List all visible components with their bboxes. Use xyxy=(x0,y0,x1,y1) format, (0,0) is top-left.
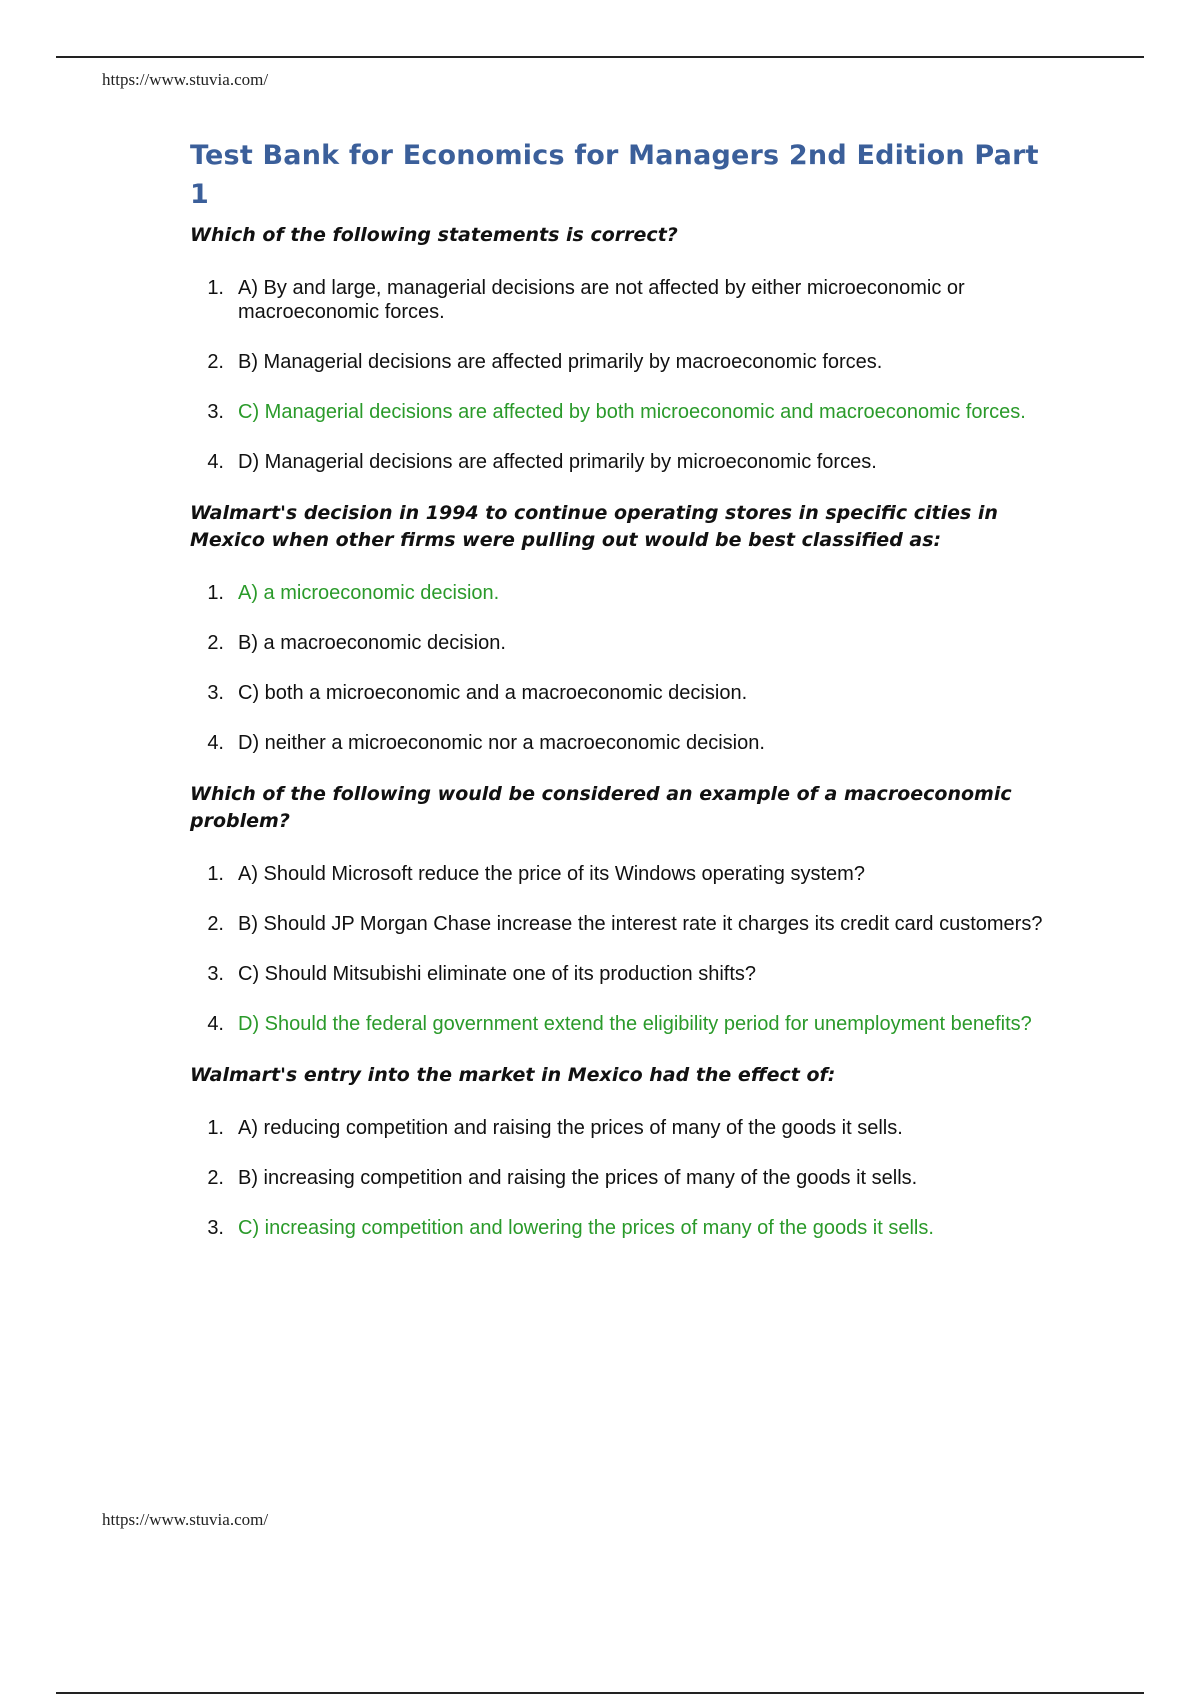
question-2 xyxy=(190,500,1050,755)
option-text: C) both a microeconomic and a macroeconomic decision. xyxy=(238,682,748,704)
answer-option xyxy=(190,631,1050,655)
answer-option-correct xyxy=(190,581,1050,605)
top-rule xyxy=(56,56,1144,58)
answer-options xyxy=(190,1116,1050,1240)
answer-option-correct xyxy=(190,1216,1050,1240)
answer-option xyxy=(190,962,1050,986)
question-prompt: Walmart's decision in 1994 to continue operating stores in specific cities in Mexico when other firms were pulling out would be best classified as: xyxy=(190,502,998,551)
option-number: 3. xyxy=(207,682,224,704)
answer-option xyxy=(190,350,1050,374)
question-4 xyxy=(190,1062,1050,1240)
option-text: B) a macroeconomic decision. xyxy=(238,632,506,654)
option-text: D) neither a microeconomic nor a macroeconomic decision. xyxy=(238,732,765,754)
option-number: 2. xyxy=(207,351,224,373)
option-number: 4. xyxy=(207,451,224,473)
option-number: 4. xyxy=(207,732,224,754)
option-number: 2. xyxy=(207,1167,224,1189)
answer-option xyxy=(190,276,1050,324)
option-text: B) increasing competition and raising the prices of many of the goods it sells. xyxy=(238,1167,918,1189)
option-text: B) Managerial decisions are affected primarily by macroeconomic forces. xyxy=(238,351,883,373)
answer-option xyxy=(190,731,1050,755)
question-prompt: Which of the following would be considered an example of a macroeconomic problem? xyxy=(190,783,1012,832)
answer-option-correct xyxy=(190,1012,1050,1036)
option-number: 1. xyxy=(207,1117,224,1139)
option-text: C) increasing competition and lowering the prices of many of the goods it sells. xyxy=(238,1217,934,1239)
option-text: D) Managerial decisions are affected primarily by microeconomic forces. xyxy=(238,451,877,473)
answer-option xyxy=(190,450,1050,474)
answer-option xyxy=(190,862,1050,886)
answer-option xyxy=(190,912,1050,936)
answer-options xyxy=(190,276,1050,474)
option-number: 1. xyxy=(207,863,224,885)
answer-option xyxy=(190,1116,1050,1140)
option-number: 4. xyxy=(207,1013,224,1035)
option-number: 1. xyxy=(207,277,224,299)
option-text: A) By and large, managerial decisions are not affected by either microeconomic or macroeconomic forces. xyxy=(238,277,965,323)
document-title: Test Bank for Economics for Managers 2nd Edition Part 1 xyxy=(190,140,1039,210)
question-prompt: Walmart's entry into the market in Mexico had the effect of: xyxy=(190,1064,836,1086)
question-1 xyxy=(190,222,1050,474)
option-text: B) Should JP Morgan Chase increase the interest rate it charges its credit card customers? xyxy=(238,913,1043,935)
answer-option xyxy=(190,681,1050,705)
option-text: C) Should Mitsubishi eliminate one of its production shifts? xyxy=(238,963,757,985)
header-url[interactable]: https://www.stuvia.com/ xyxy=(102,70,269,89)
option-number: 3. xyxy=(207,1217,224,1239)
option-text: A) a microeconomic decision. xyxy=(238,582,500,604)
option-text: A) Should Microsoft reduce the price of its Windows operating system? xyxy=(238,863,865,885)
option-text: C) Managerial decisions are affected by both microeconomic and macroeconomic forces. xyxy=(238,401,1026,423)
option-number: 2. xyxy=(207,632,224,654)
question-prompt: Which of the following statements is correct? xyxy=(190,224,678,246)
footer-url[interactable]: https://www.stuvia.com/ xyxy=(102,1510,269,1529)
document-body xyxy=(190,136,1050,1266)
answer-options xyxy=(190,581,1050,755)
option-text: D) Should the federal government extend the eligibility period for unemployment benefits? xyxy=(238,1013,1032,1035)
option-number: 1. xyxy=(207,582,224,604)
option-text: A) reducing competition and raising the prices of many of the goods it sells. xyxy=(238,1117,903,1139)
option-number: 2. xyxy=(207,913,224,935)
answer-option xyxy=(190,1166,1050,1190)
bottom-rule xyxy=(56,1692,1144,1694)
answer-options xyxy=(190,862,1050,1036)
question-3 xyxy=(190,781,1050,1036)
option-number: 3. xyxy=(207,963,224,985)
option-number: 3. xyxy=(207,401,224,423)
answer-option-correct xyxy=(190,400,1050,424)
